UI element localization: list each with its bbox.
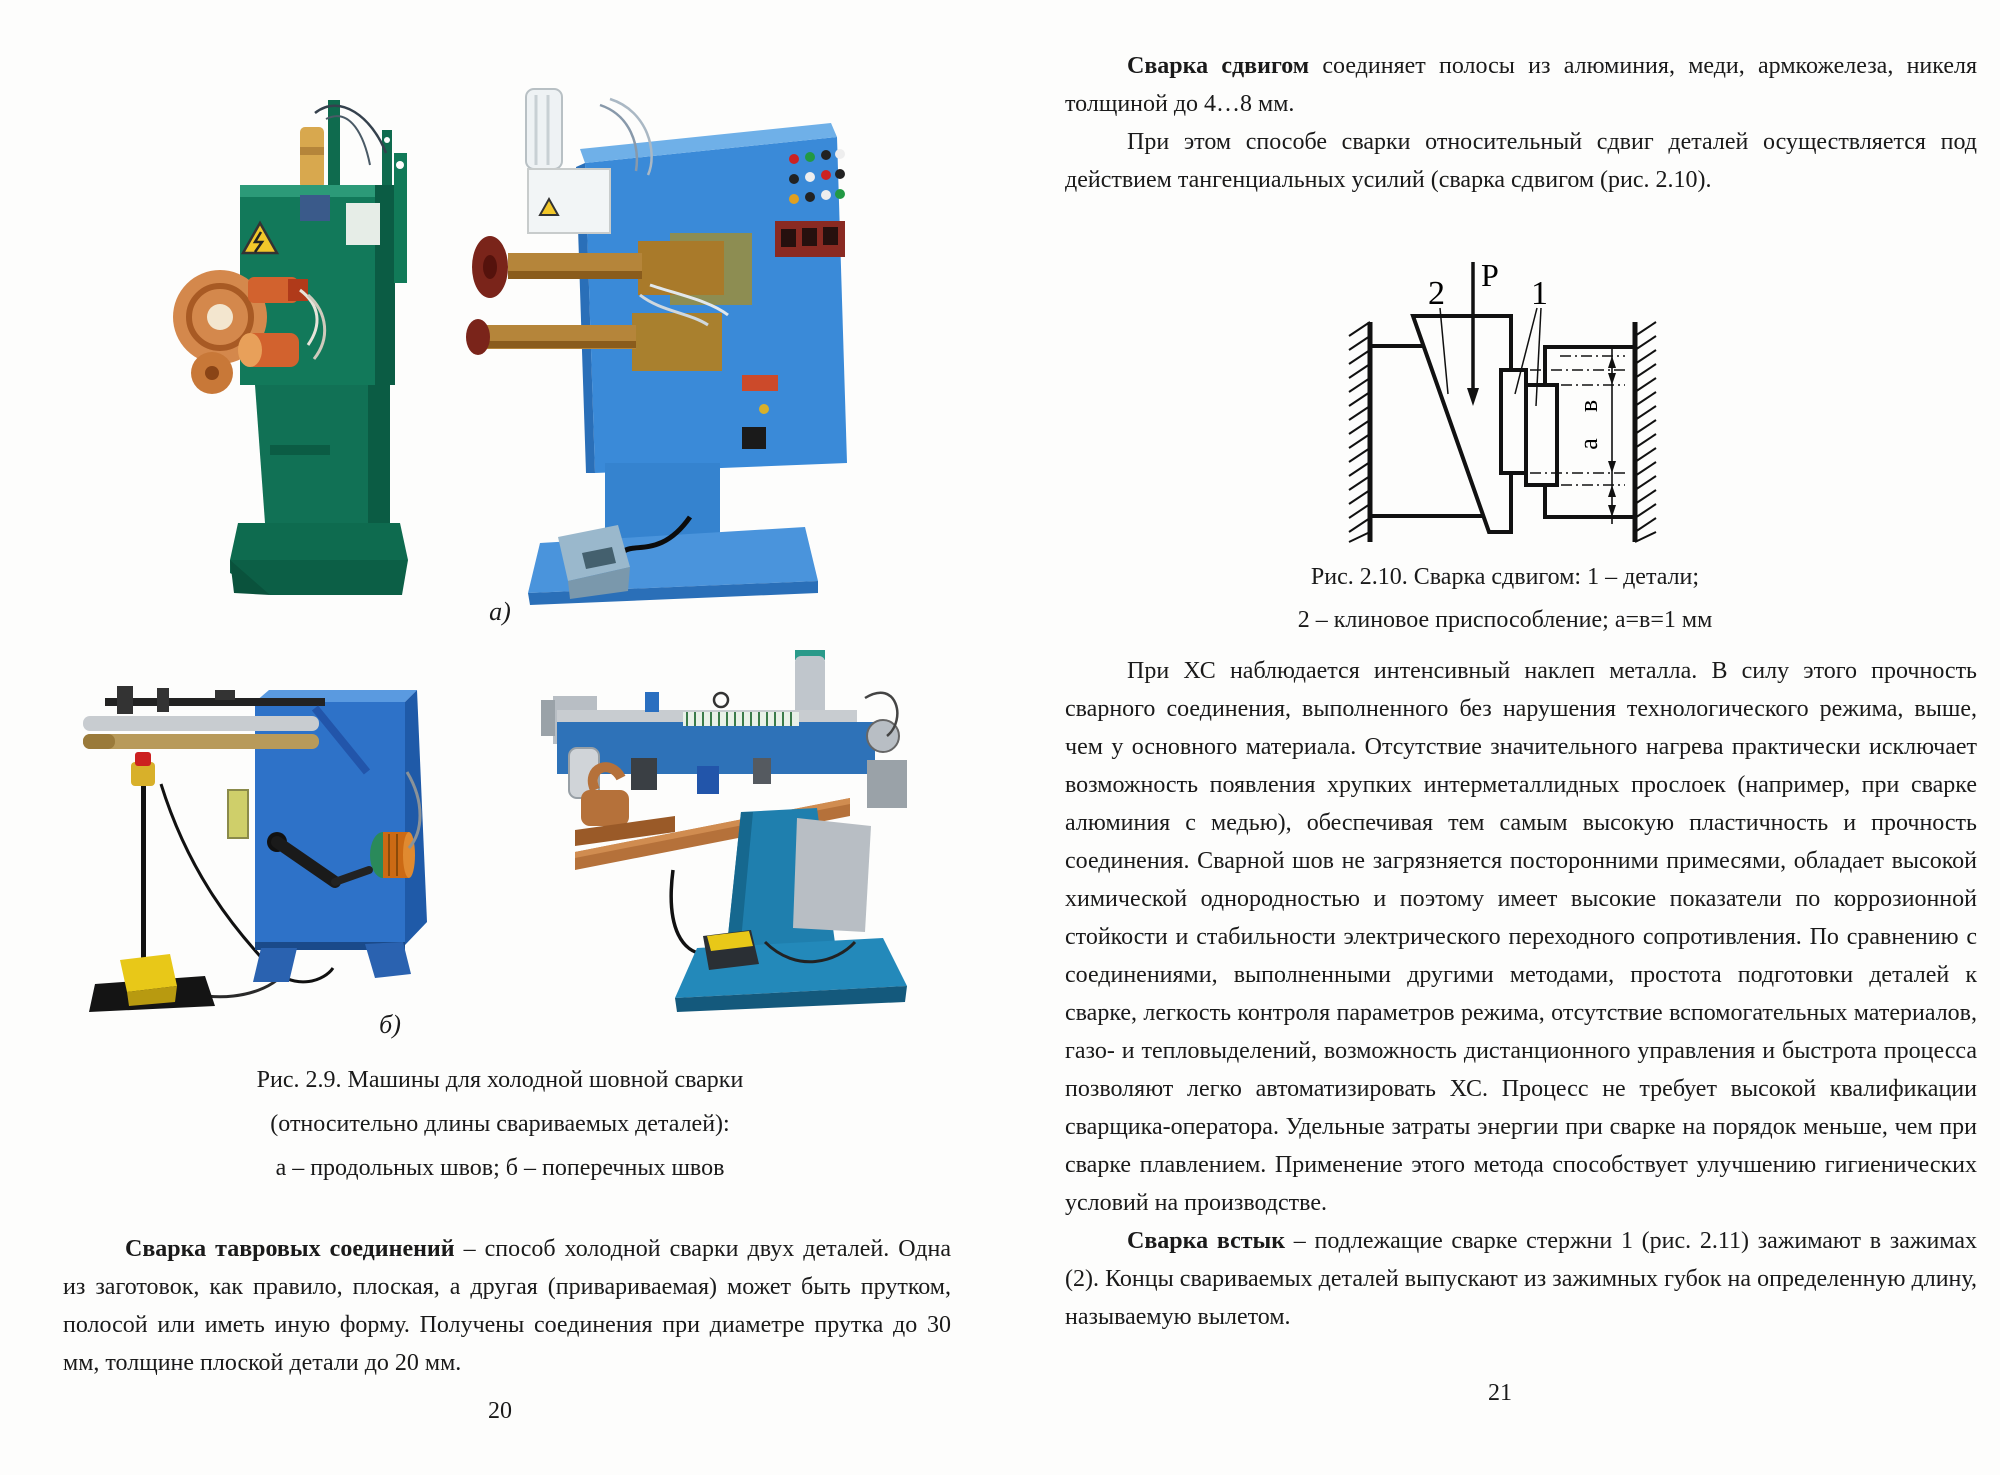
- left-page-paragraph: [63, 1230, 951, 1382]
- photo-blue-seam-welder-long-arms: [65, 650, 465, 1050]
- paragraph-butt-welding: [1065, 1222, 1977, 1336]
- caption-line: Рис. 2.9. Машины для холодной шовной сварки: [256, 1067, 744, 1093]
- paragraph-t-joint-welding: [63, 1230, 951, 1382]
- figure-2-9-caption: [155, 1058, 845, 1190]
- paragraph-rest: соединяет полосы из алюминия, меди, армкожелеза, никеля толщиной до 4…8 мм.: [1065, 53, 1977, 117]
- paragraph-shear-method: При этом способе сварки относительный сдвиг деталей осуществляется под действием тангенциальных усилий (сварка сдвигом (рис. 2.10).: [1065, 129, 1977, 193]
- paragraph-lead: Сварка сдвигом: [1127, 53, 1310, 79]
- caption-line: 2 – клиновое приспособление; а=в=1 мм: [1297, 607, 1713, 633]
- photo-teal-seam-welder-boom: [435, 640, 925, 1020]
- figure-label-a: а): [489, 597, 511, 626]
- right-page: [1000, 0, 2000, 1475]
- figure-label-b: б): [379, 1010, 401, 1039]
- diagram-details-label: 1: [1531, 275, 1548, 312]
- caption-line: Рис. 2.10. Сварка сдвигом: 1 – детали;: [1310, 564, 1700, 590]
- diagram-wedge-label: 2: [1428, 275, 1445, 312]
- paragraph-lead: Сварка тавровых соединений: [125, 1236, 455, 1262]
- paragraph-cold-welding-properties: При ХС наблюдается интенсивный наклеп металла. В силу этого прочность сварного соединения, выполненного без нарушения технологического режима, выше, чем у основного материала. Отсутствие значительного нагрева практически исключает возможность появления хрупких интерметаллидных прослоек (например, при сварке алюминия с медью), обеспечивая тем самым высокую пластичность и прочность соединения. Сварной шов не загрязняется посторонними примесями, обладает высокой химической однородностью и поэтому имеет высокие показатели по коррозионной стойкости и стабильности электрического переходного сопротивления. По сравнению с соединениями, выполненными другими методами, простота подготовки деталей к сварке, легкость контроля параметров режима, отсутствие вспомогательных материалов, газо- и тепловыделений, возможность дистанционного управления и быстрота процесса позволяют легко автоматизировать ХС. Процесс не требует высокой квалификации сварщика-оператора. Удельные затраты энергии при сварке на порядок меньше, чем при сварке плавлением. Применение этого метода способствует улучшению гигиенических условий на производстве.: [1065, 658, 1977, 1216]
- page-number-right: 21: [1488, 1380, 1512, 1406]
- caption-line: (относительно длины свариваемых деталей):: [270, 1111, 730, 1137]
- diagram-force-label: P: [1481, 257, 1499, 293]
- photo-blue-spot-welder: [390, 75, 850, 605]
- figure-2-10-caption: [1230, 556, 1780, 642]
- right-page-main-paragraphs: [1065, 652, 1977, 1336]
- page-number-left: 20: [488, 1398, 512, 1424]
- diagram-dim-a-label: а: [1574, 438, 1603, 450]
- paragraph-shear-welding: [1065, 47, 1977, 123]
- paragraph-rest: – подлежащие сварке стержни 1 (рис. 2.11) зажимают в зажимах (2). Концы свариваемых деталей выпускают из зажимных губок на определенную длину, называемую вылетом.: [1065, 1228, 1978, 1330]
- diagram-dim-b-label: в: [1574, 399, 1603, 413]
- right-page-top-paragraphs: [1065, 47, 1977, 199]
- photo-green-seam-welder: [150, 55, 410, 600]
- paragraph-rest: – способ холодной сварки двух деталей. Одна из заготовок, как правило, плоская, а другая (привариваемая) может быть прутком, полосой или иметь иную форму. Получены соединения при диаметре прутка до 30 мм, толщине плоской детали до 20 мм.: [63, 1236, 951, 1376]
- caption-line: а – продольных швов; б – поперечных швов: [275, 1155, 725, 1181]
- figure-2-10-diagram: [1325, 244, 1685, 554]
- paragraph-lead: Сварка встык: [1127, 1228, 1286, 1254]
